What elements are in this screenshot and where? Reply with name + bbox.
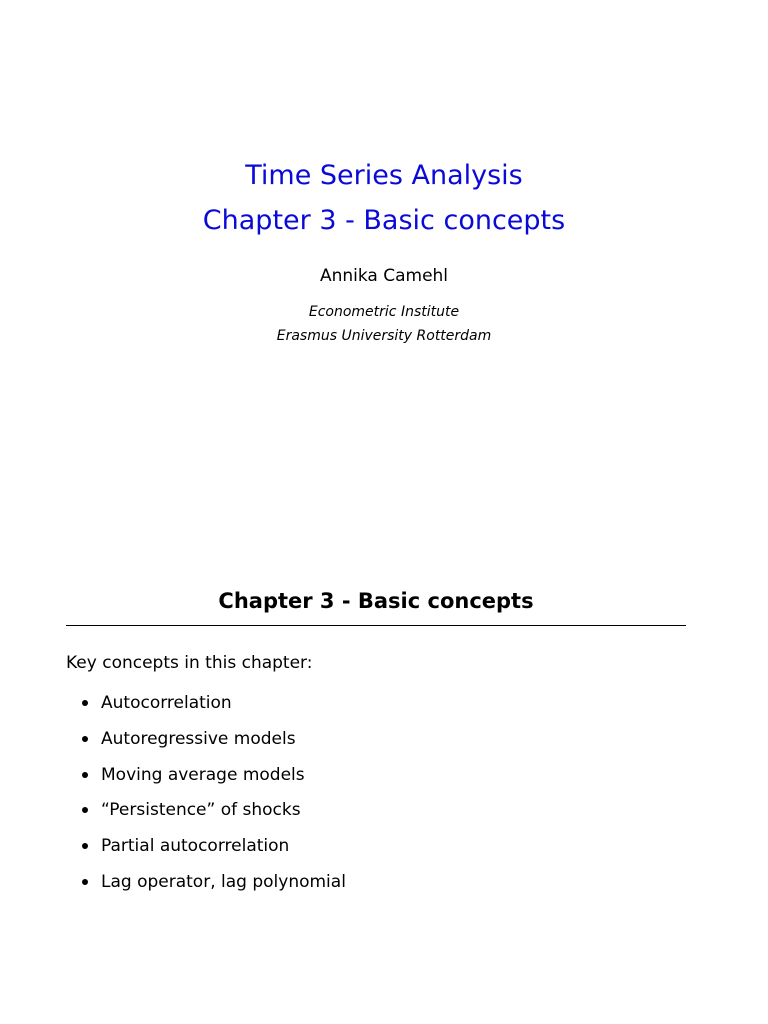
- heading-rule: [66, 625, 686, 626]
- list-item-label: “Persistence” of shocks: [101, 800, 301, 821]
- list-item: [80, 799, 346, 835]
- bullet-icon: [82, 879, 88, 885]
- slide-heading: Chapter 3 - Basic concepts: [218, 589, 534, 613]
- list-item-label: Lag operator, lag polynomial: [101, 871, 346, 892]
- bullet-icon: [82, 700, 88, 706]
- affiliation-university: Erasmus University Rotterdam: [276, 328, 492, 344]
- title-line-1: Time Series Analysis: [245, 160, 523, 191]
- list-item: [80, 871, 346, 907]
- list-item-label: Moving average models: [101, 764, 305, 785]
- intro-text: Key concepts in this chapter:: [66, 653, 313, 673]
- affiliation-institute: Econometric Institute: [308, 304, 460, 320]
- bullet-icon: [82, 772, 88, 778]
- author-name: Annika Camehl: [319, 266, 449, 286]
- title-line-2: Chapter 3 - Basic concepts: [202, 205, 566, 236]
- list-item: [80, 692, 346, 728]
- list-item-label: Autocorrelation: [101, 693, 232, 713]
- list-item: [80, 835, 346, 871]
- concept-list: [80, 692, 346, 907]
- list-item: [80, 764, 346, 800]
- list-item-label: Autoregressive models: [101, 728, 296, 749]
- bullet-icon: [82, 736, 88, 742]
- list-item: [80, 728, 346, 764]
- list-item-label: Partial autocorrelation: [101, 836, 290, 857]
- bullet-icon: [82, 807, 88, 813]
- bullet-icon: [82, 843, 88, 849]
